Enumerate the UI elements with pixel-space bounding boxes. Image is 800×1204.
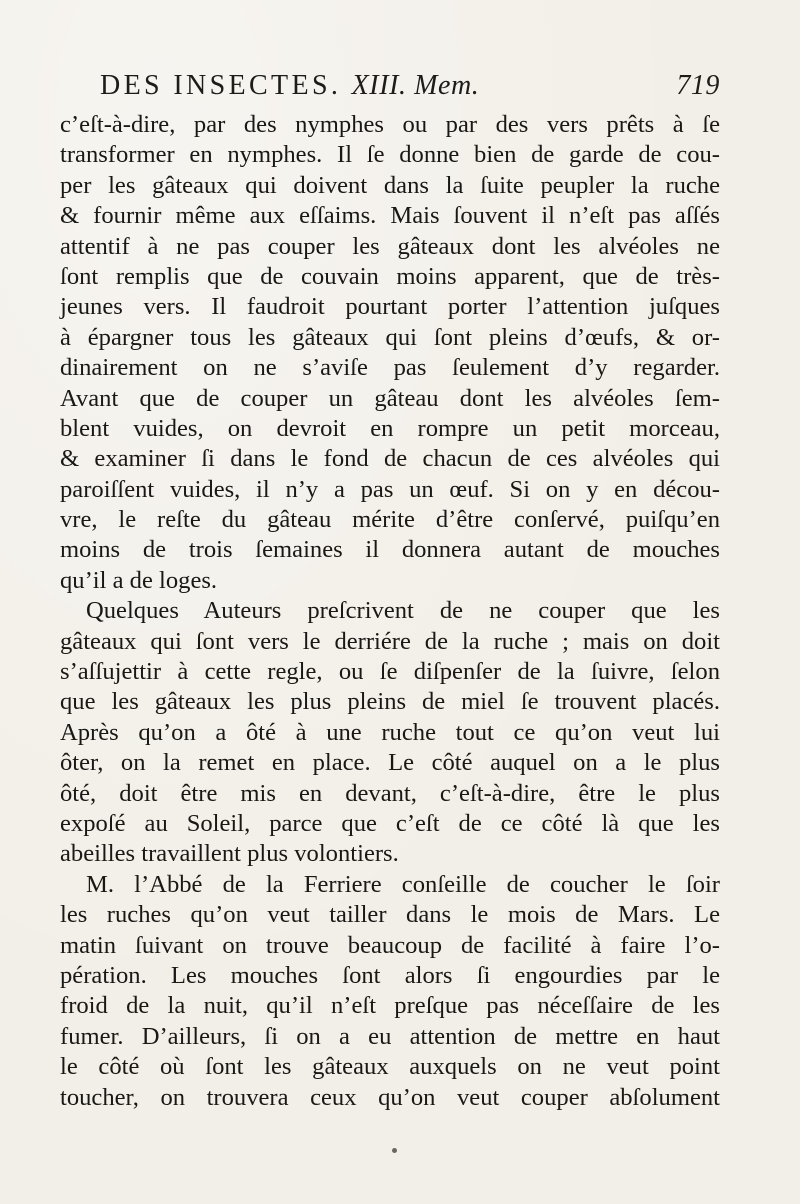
body-text — [60, 110, 720, 1113]
text-line: & fournir même aux eſſaims. Mais ſouvent il n’eſt pas aſſés — [60, 202, 720, 230]
text-line: dinairement on ne s’aviſe pas ſeulement d’y regarder. — [60, 354, 720, 382]
text-line: ôter, on la remet en place. Le côté auquel on a le plus — [60, 749, 720, 777]
text-line: paroiſſent vuides, il n’y a pas un œuf. Si on y en décou- — [60, 475, 720, 503]
text-line: fumer. D’ailleurs, ſi on a eu attention de mettre en haut — [60, 1022, 720, 1050]
text-line: les ruches qu’on veut tailler dans le mois de Mars. Le — [60, 901, 720, 929]
running-header — [100, 70, 720, 106]
text-line: Quelques Auteurs preſcrivent de ne couper que les — [86, 597, 720, 625]
memoir-number: XIII. Mem. — [351, 70, 480, 101]
text-line: le côté où ſont les gâteaux auxquels on ne veut point — [60, 1053, 720, 1081]
paper-speck — [392, 1148, 397, 1153]
text-line: ſont remplis que de couvain moins apparent, que de très- — [60, 262, 720, 290]
text-line: que les gâteaux les plus pleins de miel ſe trouvent placés. — [60, 688, 720, 716]
text-line: abeilles travaillent plus volontiers. — [60, 840, 399, 868]
text-line: per les gâteaux qui doivent dans la ſuite peupler la ruche — [60, 171, 720, 199]
text-line: à épargner tous les gâteaux qui ſont pleins d’œufs, & or- — [60, 323, 720, 351]
text-line: & examiner ſi dans le fond de chacun de ces alvéoles qui — [60, 445, 720, 473]
text-line: Après qu’on a ôté à une ruche tout ce qu’on veut lui — [60, 718, 720, 746]
text-line: blent vuides, on devroit en rompre un petit morceau, — [60, 414, 720, 442]
text-line: expoſé au Soleil, parce que c’eſt de ce côté là que les — [60, 809, 720, 837]
text-line: moins de trois ſemaines il donnera autant de mouches — [60, 536, 720, 564]
text-line: matin ſuivant on trouve beaucoup de facilité à faire l’o- — [60, 931, 720, 959]
text-line: gâteaux qui ſont vers le derriére de la ruche ; mais on doit — [60, 627, 720, 655]
text-line: vre, le reſte du gâteau mérite d’être conſervé, puiſqu’en — [60, 506, 720, 534]
text-line: ôté, doit être mis en devant, c’eſt-à-dire, être le plus — [60, 779, 720, 807]
running-title-text: DES INSECTES. — [100, 70, 342, 101]
text-line: transformer en nymphes. Il ſe donne bien de garde de cou- — [60, 141, 720, 169]
text-line: toucher, on trouvera ceux qu’on veut couper abſolument — [60, 1083, 720, 1111]
text-line: M. l’Abbé de la Ferriere conſeille de coucher le ſoir — [86, 870, 720, 898]
text-line: qu’il a de loges. — [60, 566, 218, 594]
running-title — [100, 70, 479, 102]
page-number: 719 — [676, 70, 720, 101]
text-line: jeunes vers. Il faudroit pourtant porter l’attention juſques — [60, 293, 720, 321]
text-line: froid de la nuit, qu’il n’eſt preſque pas néceſſaire de les — [60, 992, 720, 1020]
text-line: pération. Les mouches ſont alors ſi engourdies par le — [60, 961, 720, 989]
text-line: attentif à ne pas couper les gâteaux dont les alvéoles ne — [60, 232, 720, 260]
text-line: Avant que de couper un gâteau dont les alvéoles ſem- — [60, 384, 720, 412]
text-line: c’eſt-à-dire, par des nymphes ou par des vers prêts à ſe — [60, 111, 720, 138]
text-line: s’aſſujettir à cette regle, ou ſe diſpenſer de la ſuivre, ſelon — [60, 658, 720, 686]
